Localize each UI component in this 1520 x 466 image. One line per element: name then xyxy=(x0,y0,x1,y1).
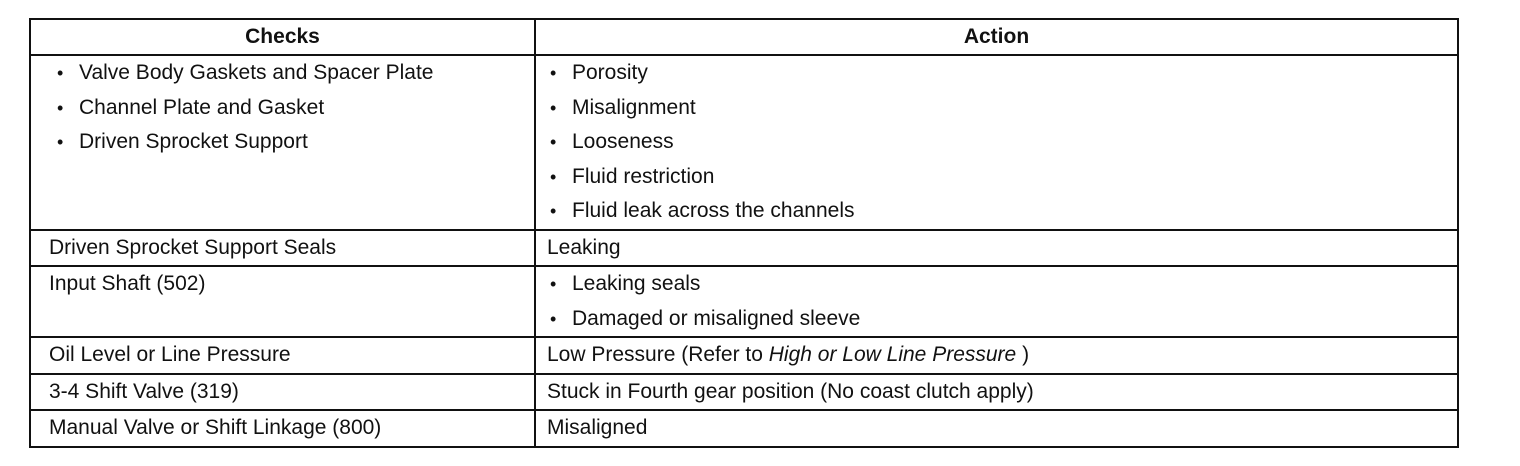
list-item xyxy=(536,302,1457,337)
bullet-icon: • xyxy=(550,166,557,187)
list-item-text: Driven Sprocket Support xyxy=(79,130,308,153)
action-bullet-list xyxy=(536,56,1457,229)
table-row xyxy=(30,374,1458,411)
list-item-text: Porosity xyxy=(572,61,648,84)
list-item xyxy=(536,56,1457,91)
list-item-text: Looseness xyxy=(572,130,674,153)
list-item-text: Leaking seals xyxy=(572,272,701,295)
table-row xyxy=(30,266,1458,337)
checks-column-header: Checks xyxy=(30,19,535,55)
list-item-text: Misalignment xyxy=(572,95,696,119)
table-row xyxy=(30,410,1458,447)
checks-bullet-list xyxy=(31,56,534,160)
checks-cell: Oil Level or Line Pressure xyxy=(30,337,535,374)
list-item xyxy=(536,194,1457,229)
bullet-icon: • xyxy=(550,308,557,329)
list-item-text: Channel Plate and Gasket xyxy=(79,95,325,119)
action-text-suffix: ) xyxy=(1016,343,1030,366)
checks-cell: Input Shaft (502) xyxy=(30,266,535,337)
checks-cell xyxy=(30,55,535,230)
checks-action-table xyxy=(29,18,1459,448)
list-item xyxy=(536,125,1457,160)
table-row xyxy=(30,337,1458,374)
checks-cell: Manual Valve or Shift Linkage (800) xyxy=(30,410,535,447)
list-item-text: Valve Body Gaskets and Spacer Plate xyxy=(79,61,434,84)
table-row xyxy=(30,230,1458,267)
action-column-header: Action xyxy=(535,19,1458,55)
action-cell: Leaking xyxy=(535,230,1458,267)
bullet-icon: • xyxy=(550,274,557,294)
list-item-text: Fluid leak across the channels xyxy=(572,199,855,222)
list-item-text: Fluid restriction xyxy=(572,164,715,188)
list-item-text: Damaged or misaligned sleeve xyxy=(572,306,861,330)
bullet-icon: • xyxy=(57,97,64,118)
action-cell xyxy=(535,55,1458,230)
list-item xyxy=(536,160,1457,195)
list-item xyxy=(536,267,1457,302)
bullet-icon: • xyxy=(57,63,64,83)
header-row xyxy=(30,19,1458,55)
action-cell: Stuck in Fourth gear position (No coast clutch apply) xyxy=(535,374,1458,411)
list-item xyxy=(31,125,534,160)
bullet-icon: • xyxy=(550,201,557,221)
list-item xyxy=(31,91,534,126)
action-text: Low Pressure (Refer to xyxy=(547,343,769,366)
action-cell: Misaligned xyxy=(535,410,1458,447)
bullet-icon: • xyxy=(550,97,557,118)
action-cell xyxy=(535,337,1458,374)
bullet-icon: • xyxy=(57,132,64,152)
bullet-icon: • xyxy=(550,63,557,83)
list-item xyxy=(536,91,1457,126)
table-row xyxy=(30,55,1458,230)
action-bullet-list xyxy=(536,267,1457,336)
reference-link-text: High or Low Line Pressure xyxy=(768,343,1017,366)
list-item xyxy=(31,56,534,91)
checks-cell: Driven Sprocket Support Seals xyxy=(30,230,535,267)
bullet-icon: • xyxy=(550,132,557,152)
checks-cell: 3-4 Shift Valve (319) xyxy=(30,374,535,411)
action-cell xyxy=(535,266,1458,337)
